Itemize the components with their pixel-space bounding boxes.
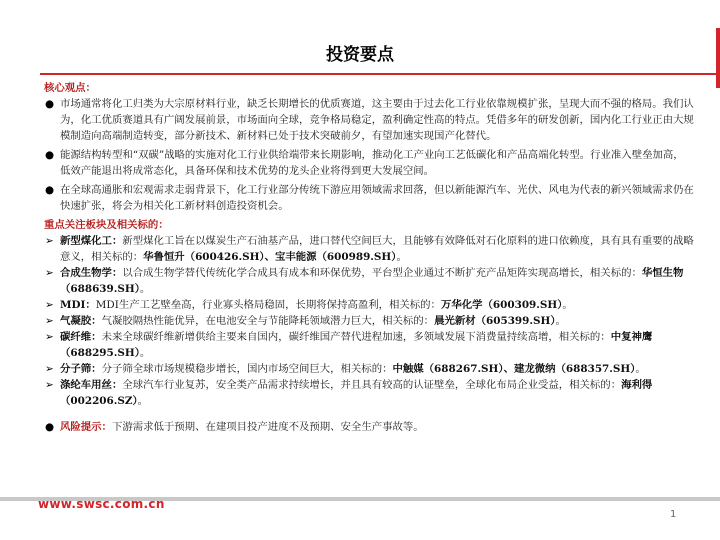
sector-end: 。 — [139, 283, 151, 295]
core-heading: 核心观点： — [44, 82, 96, 94]
core-point-text: 在全球高通胀和宏观需求走弱背景下，化工行业部分传统下游应用领域需求回落，但以新能源汽车、光伏、风电为代表的新兴领域需求仍在快速扩张，将会为相关化工新材料创造投资机会。 — [60, 184, 694, 212]
sector-end: 。 — [396, 251, 407, 263]
sector-targets: 中触媒（688267.SH）、建龙微纳（688357.SH） — [392, 363, 636, 375]
sector-targets: 华鲁恒升（600426.SH）、宝丰能源（600989.SH） — [143, 251, 397, 263]
arrow-bullet-icon: ➢ — [45, 331, 54, 343]
bullet-icon: ● — [45, 149, 55, 161]
sector-targets: 晨光新材（605399.SH） — [434, 315, 556, 327]
page-title: 投资要点 — [326, 45, 394, 65]
sector-desc: 气凝胶隔热性能优异，在电池安全与节能降耗领域潜力巨大，相关标的： — [101, 315, 435, 327]
page-number: 1 — [670, 509, 677, 520]
focus-item — [44, 265, 694, 297]
title-divider — [40, 73, 720, 75]
focus-heading: 重点关注板块及相关标的： — [44, 219, 169, 231]
focus-item — [44, 377, 694, 409]
sector-name: 碳纤维： — [60, 331, 102, 343]
sector-end: 。 — [562, 299, 573, 311]
sector-desc: 未来全球碳纤维新增供给主要来自国内，碳纤维国产替代进程加速，多领域发展下消费量持续高增，相关标的： — [101, 331, 611, 343]
risk-warning — [44, 419, 694, 435]
focus-item — [44, 297, 694, 313]
focus-item — [44, 361, 694, 377]
sector-name: 气凝胶： — [60, 315, 102, 327]
focus-item — [44, 313, 694, 329]
core-point-text: 能源结构转型和“双碳”战略的实施对化工行业供给端带来长期影响，推动化工产业向工艺低碳化和产品高端化转型。行业准入壁垒加高，低效产能退出将成常态化，具备环保和技术优势的龙头企业将得到更大发展空间。 — [60, 149, 684, 177]
footer-url: www.swsc.com.cn — [38, 497, 165, 511]
arrow-bullet-icon: ➢ — [45, 235, 54, 247]
risk-label: 风险提示： — [60, 421, 112, 433]
sector-end: 。 — [137, 395, 149, 407]
sector-name: 新型煤化工： — [60, 235, 123, 247]
sector-targets: 海利得（002206.SZ） — [60, 379, 653, 407]
sector-desc: 以合成生物学替代传统化学合成具有成本和环保优势，平台型企业通过不断扩充产品矩阵实现高增长，相关标的： — [122, 267, 642, 279]
bullet-icon: ● — [45, 98, 55, 110]
arrow-bullet-icon: ➢ — [45, 267, 54, 279]
sector-targets: 中复神鹰（688295.SH） — [60, 331, 653, 359]
sector-name: 合成生物学： — [60, 267, 123, 279]
sector-end: 。 — [555, 315, 566, 327]
sector-name: 分子筛： — [60, 363, 102, 375]
sector-name: 涤纶车用丝： — [60, 379, 123, 391]
core-point-text: 市场通常将化工归类为大宗原材料行业，缺乏长期增长的优质赛道，这主要由于过去化工行业依靠规模扩张，呈现大而不强的格局。我们认为，化工优质赛道具有广阔发展前景，市场面向全球，竞争格局稳定，盈利确定性高的特点。凭借多年的研发创新，国内化工行业正由大规模制造向高端制造转变，部分新技术、新材料已处于技术突破前夕，有望加速实现国产化替代。 — [60, 98, 694, 142]
sector-targets: 华恒生物（688639.SH） — [60, 267, 684, 295]
sector-end: 。 — [635, 363, 646, 375]
bullet-icon: ● — [45, 421, 55, 433]
focus-item — [44, 233, 694, 265]
sector-desc: 分子筛全球市场规模稳步增长，国内市场空间巨大，相关标的： — [101, 363, 393, 375]
sector-targets: 万华化学（600309.SH） — [440, 299, 563, 311]
sector-desc: 全球汽车行业复苏，安全类产品需求持续增长，并且具有较高的认证壁垒，全球化布局企业受益，相关标的： — [122, 379, 622, 391]
arrow-bullet-icon: ➢ — [45, 299, 54, 311]
sector-desc: MDI生产工艺壁垒高，行业寡头格局稳固，长期将保持高盈利，相关标的： — [95, 299, 441, 311]
focus-item — [44, 329, 694, 361]
content-area — [44, 80, 694, 435]
core-point — [44, 182, 694, 214]
sector-name: MDI： — [60, 299, 96, 311]
arrow-bullet-icon: ➢ — [45, 315, 54, 327]
core-point — [44, 147, 694, 179]
risk-text: 下游需求低于预期、在建项目投产进度不及预期、安全生产事故等。 — [111, 421, 424, 433]
arrow-bullet-icon: ➢ — [45, 363, 54, 375]
bullet-icon: ● — [45, 184, 55, 196]
core-point — [44, 96, 694, 144]
sector-desc: 新型煤化工旨在以煤炭生产石油基产品，进口替代空间巨大，且能够有效降低对石化原料的进口依赖度，具有具有重要的战略意义，相关标的： — [60, 235, 694, 263]
arrow-bullet-icon: ➢ — [45, 379, 54, 391]
focus-list — [44, 233, 694, 409]
sector-end: 。 — [139, 347, 151, 359]
